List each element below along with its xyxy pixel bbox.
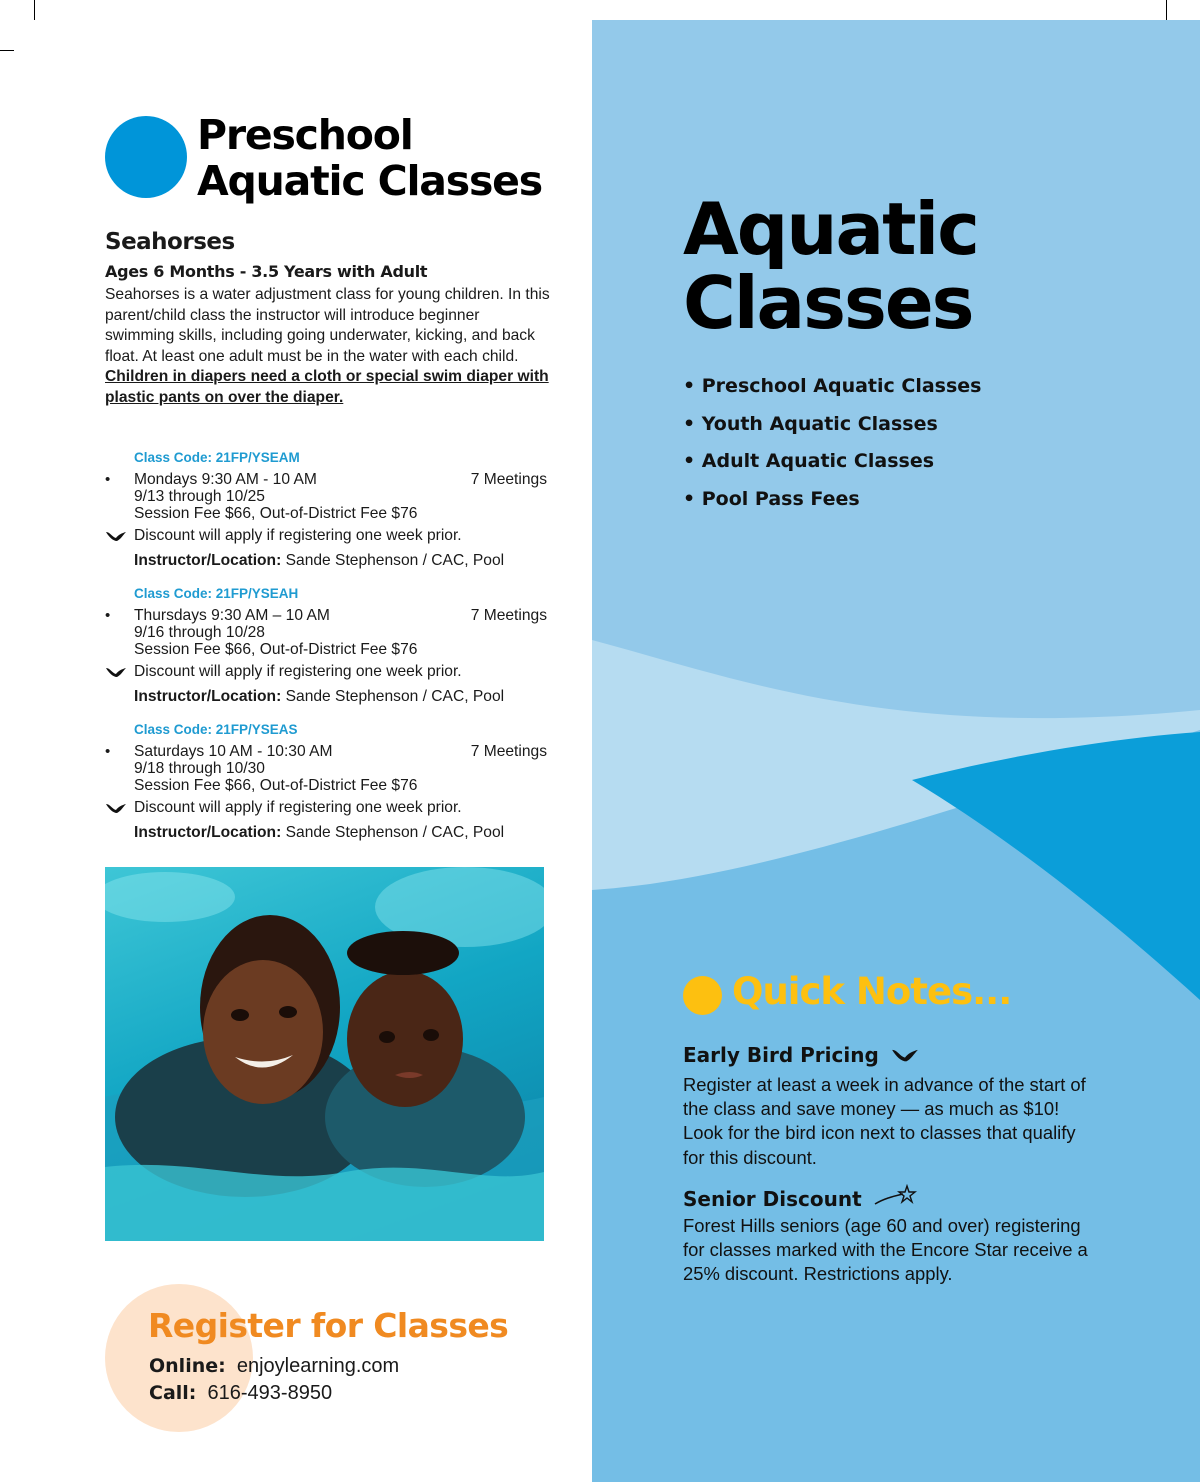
register-call	[149, 1382, 332, 1405]
class-code: Class Code: 21FP/YSEAS	[134, 722, 298, 737]
note-text-early-bird: Register at least a week in advance of the start of the class and save money — as much as $10! Look for the bird icon next to classes that qualify for this discount.	[683, 1074, 1086, 1168]
bird-icon	[105, 665, 127, 679]
session-schedule: Saturdays 10 AM - 10:30 AM	[134, 743, 333, 760]
note-heading-text: Senior Discount	[683, 1187, 862, 1211]
session-discount: Discount will apply if registering one week prior.	[134, 527, 462, 544]
contents-list	[683, 368, 982, 518]
contents-item[interactable]: • Preschool Aquatic Classes	[683, 375, 982, 397]
session-dates: 9/18 through 10/30	[134, 760, 265, 777]
note-heading-text: Early Bird Pricing	[683, 1043, 879, 1067]
session-schedule: Mondays 9:30 AM - 10 AM	[134, 471, 317, 488]
bullet-icon: •	[105, 743, 111, 760]
bullet-icon: •	[105, 471, 111, 488]
session-meetings: 7 Meetings	[470, 743, 547, 760]
bird-icon	[890, 1046, 920, 1064]
instructor-label: Instructor/Location:	[134, 688, 282, 705]
session-dates: 9/16 through 10/28	[134, 624, 265, 641]
page-title-line: Aquatic Classes	[197, 157, 542, 205]
page-title	[197, 112, 557, 204]
session-fee: Session Fee $66, Out-of-District Fee $76	[134, 641, 418, 658]
page-title-line: Preschool	[197, 111, 413, 159]
panel-title	[683, 187, 978, 345]
session-fee: Session Fee $66, Out-of-District Fee $76	[134, 505, 418, 522]
online-link[interactable]: enjoylearning.com	[236, 1355, 400, 1377]
session-meetings: 7 Meetings	[470, 471, 547, 488]
instructor-value: Sande Stephenson / CAC, Pool	[285, 824, 505, 841]
session-dates: 9/13 through 10/25	[134, 488, 265, 505]
title-dot-icon	[105, 116, 187, 198]
instructor-label: Instructor/Location:	[134, 552, 282, 569]
panel-title-line: Aquatic	[683, 187, 978, 271]
call-label: Call:	[149, 1382, 197, 1404]
register-title: Register for Classes	[148, 1306, 509, 1345]
register-online	[149, 1355, 399, 1378]
photo-mother-child-pool	[105, 867, 544, 1241]
instructor-label: Instructor/Location:	[134, 824, 282, 841]
session-discount: Discount will apply if registering one week prior.	[134, 663, 462, 680]
description-text: Seahorses is a water adjustment class for young children. In this parent/child class the instructor will introduce beginner swimming skills, including going underwater, kicking, and back float. At least one adult must be in the water with each child.	[105, 286, 550, 365]
course-name: Seahorses	[105, 229, 235, 255]
instructor-value: Sande Stephenson / CAC, Pool	[285, 688, 505, 705]
diaper-requirement: Children in diapers need a cloth or special swim diaper with plastic pants on over the diaper.	[105, 368, 549, 406]
session-instructor	[134, 824, 504, 841]
note-heading-early-bird	[683, 1043, 920, 1067]
note-heading-senior	[683, 1184, 917, 1211]
quick-notes-dot-icon	[683, 976, 722, 1015]
crop-mark	[1166, 0, 1167, 20]
phone-number[interactable]: 616-493-8950	[207, 1382, 333, 1404]
contents-item[interactable]: • Adult Aquatic Classes	[683, 450, 935, 473]
panel-title-line: Classes	[683, 261, 973, 345]
session-discount: Discount will apply if registering one week prior.	[134, 799, 462, 816]
session-instructor	[134, 552, 504, 569]
online-label: Online:	[149, 1355, 226, 1377]
quick-notes-title: Quick Notes...	[732, 970, 1012, 1013]
bird-icon	[105, 529, 127, 543]
contents-item[interactable]: • Youth Aquatic Classes	[683, 412, 938, 435]
course-seahorses	[105, 228, 550, 409]
session-instructor	[134, 688, 504, 705]
bullet-icon: •	[105, 607, 111, 624]
bird-icon	[105, 801, 127, 815]
class-code: Class Code: 21FP/YSEAM	[134, 450, 300, 465]
crop-mark	[34, 0, 35, 20]
photo-illustration	[105, 867, 544, 1241]
session-schedule: Thursdays 9:30 AM – 10 AM	[134, 607, 330, 624]
contents-item[interactable]: • Pool Pass Fees	[683, 487, 860, 510]
crop-mark	[0, 50, 14, 51]
class-code: Class Code: 21FP/YSEAH	[134, 586, 299, 601]
session-meetings: 7 Meetings	[470, 607, 547, 624]
session-fee: Session Fee $66, Out-of-District Fee $76	[134, 777, 418, 794]
course-ages: Ages 6 Months - 3.5 Years with Adult	[105, 262, 428, 281]
instructor-value: Sande Stephenson / CAC, Pool	[285, 552, 505, 569]
encore-star-icon	[873, 1184, 917, 1208]
course-description	[105, 285, 550, 409]
note-text-senior: Forest Hills seniors (age 60 and over) registering for classes marked with the Encore Star receive a 25% discount. Restrictions apply.	[683, 1215, 1088, 1285]
